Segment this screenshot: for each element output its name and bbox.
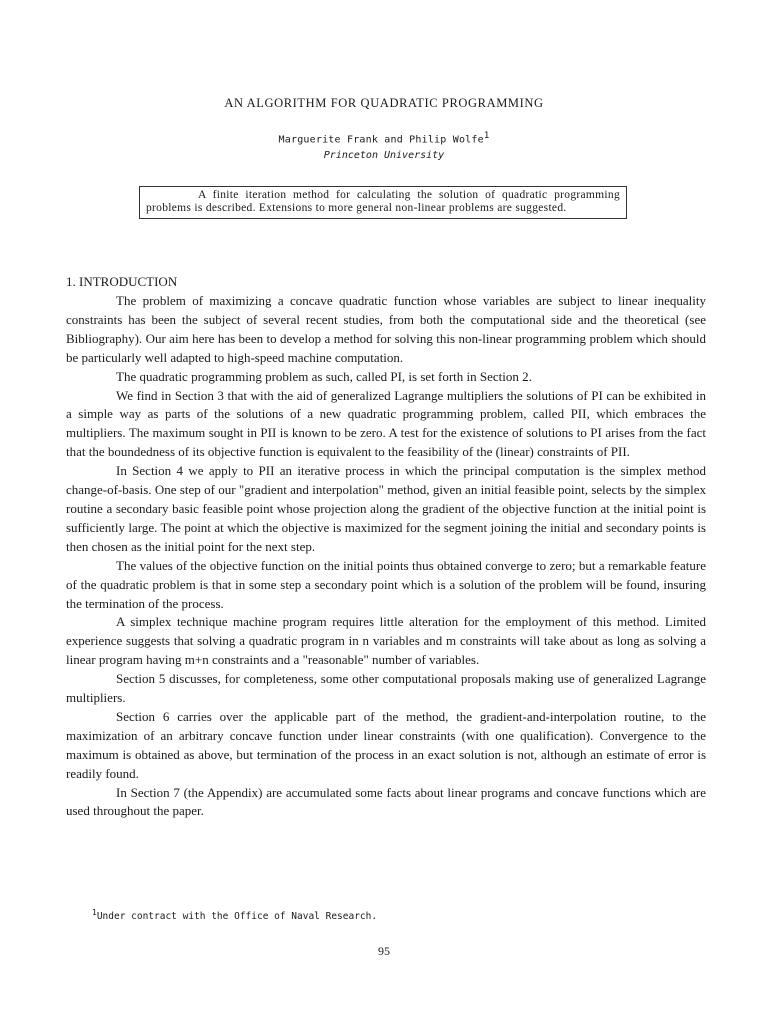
paragraph: In Section 4 we apply to PII an iterative process in which the principal computation is the simplex method change-of-basis. One step of our "gradient and interpolation" method, given an initial feasible point, selects by the simplex routine a secondary basic feasible point whose projection along the gradient of the objective function at the initial point is sufficiently large. The point at which the objective is maximized for the segment joining the initial and secondary points is then chosen as the initial point for the next step. [66,463,706,554]
paragraph: Section 6 carries over the applicable part of the method, the gradient-and-interpolation routine, to the maximization of an arbitrary concave function under linear constraints (with one qualification). Convergence to the maximum is obtained as above, but termination of the process in an exact solution is not, although an estimate of error is readily found. [66,708,706,781]
paragraph: The problem of maximizing a concave quadratic function whose variables are subject to linear inequality constraints has been the subject of several recent studies, from both the computational side and the theoretical (see Bibliography). Our aim here has been to develop a method for solving this non-linear programming problem which should be particularly well adapted to high-speed machine computation. [66,293,706,365]
footnote [92,908,377,922]
footnote-text: Under contract with the Office of Naval Research. [96,911,378,923]
body-text [66,292,706,821]
author-names: Marguerite Frank and Philip Wolfe [278,134,484,146]
author-footnote-mark: 1 [483,131,490,141]
paragraph: Section 5 discusses, for completeness, some other computational proposals making use of generalized Lagrange multipliers. [66,671,706,706]
paragraph: In Section 7 (the Appendix) are accumulated some facts about linear programs and concave functions which are used throughout the paper. [66,784,706,819]
footnote-mark: 1 [92,908,97,917]
paragraph: The values of the objective function on the initial points thus obtained converge to zero; but a remarkable feature of the quadratic problem is that in some step a secondary point which is a solution of the problem will be found, insuring the termination of the process. [66,557,706,611]
paragraph: The quadratic programming problem as such, called PI, is set forth in Section 2. [116,368,532,384]
paragraph: A simplex technique machine program requires little alteration for the employment of this method. Limited experience suggests that solving a quadratic program in n variables and m constraints will take about as long as solving a linear program having m+n constraints and a "reasonable" number of variables. [66,614,706,668]
abstract-text: A finite iteration method for calculating the solution of quadratic programming problems is described. Extensions to more general non-linear problems are suggested. [146,189,620,214]
page-number: 95 [378,944,390,958]
affiliation: Princeton University [323,150,445,161]
paper-title: AN ALGORITHM FOR QUADRATIC PROGRAMMING [224,96,544,110]
section-heading: 1. INTRODUCTION [66,274,178,289]
paragraph: We find in Section 3 that with the aid of generalized Lagrange multipliers the solutions of PI can be exhibited in a simple way as parts of the solutions of a new quadratic programming problem, called PII, which embraces the multipliers. The maximum sought in PII is known to be zero. A test for the existence of solutions to PI arises from the fact that the boundedness of its objective function is equivalent to the feasibility of the (linear) constraints of PII. [66,387,706,460]
author-line [0,131,768,145]
abstract-box [139,186,627,219]
